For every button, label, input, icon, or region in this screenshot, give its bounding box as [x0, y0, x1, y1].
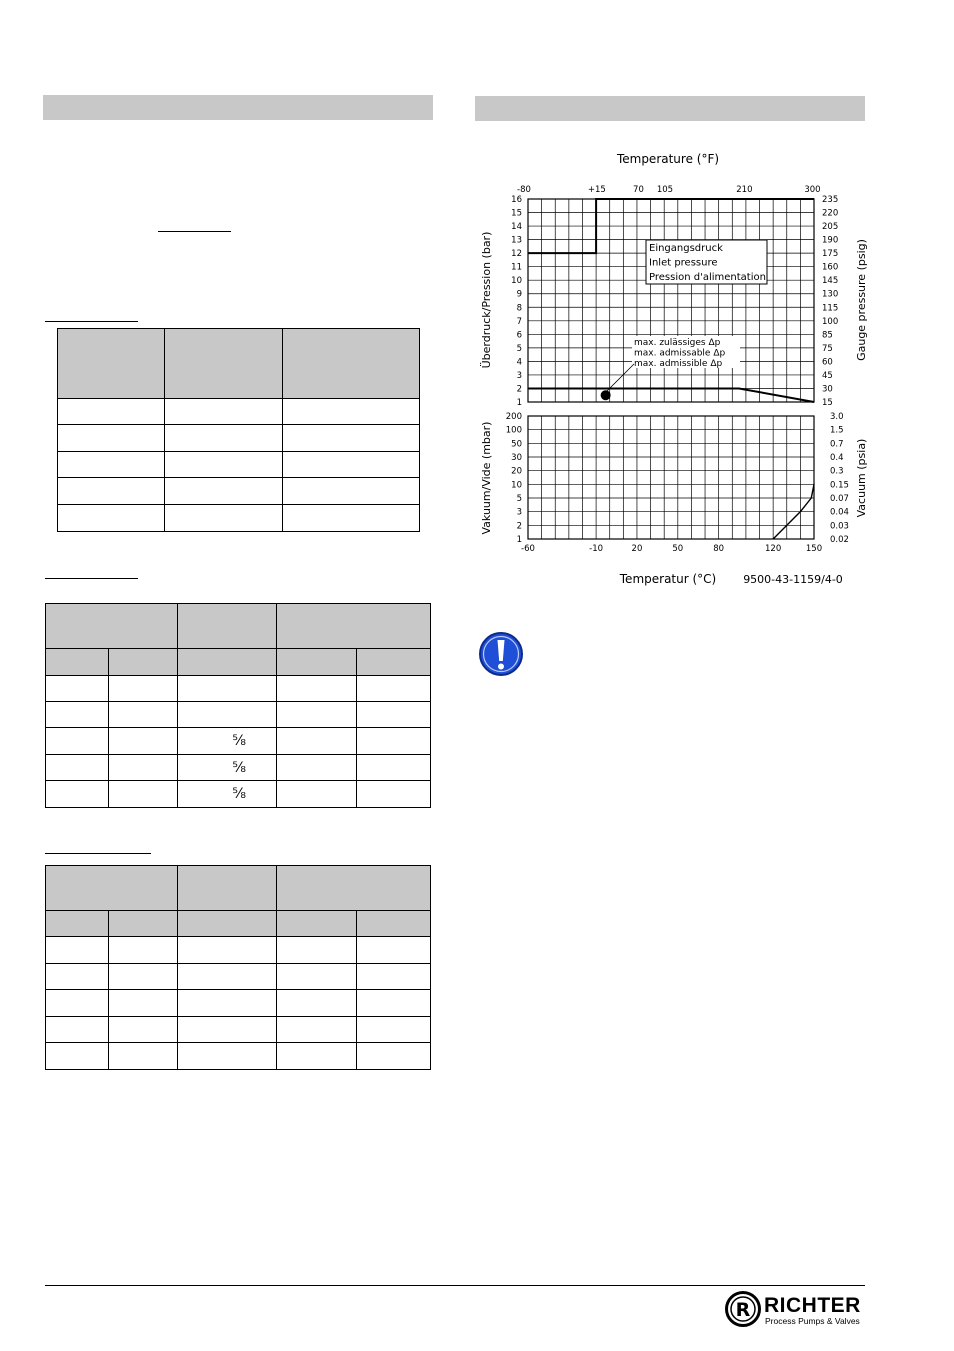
- tick-label-psia: 0.15: [830, 480, 849, 491]
- table-row: [46, 937, 431, 964]
- tick-label-psig: 60: [822, 357, 833, 368]
- tick-label-bar: 12: [511, 249, 522, 260]
- tick-label-bar: 9: [516, 289, 522, 300]
- tick-label-bar: 7: [516, 316, 522, 327]
- tick-label-celsius: -60: [521, 544, 535, 554]
- tick-label-bar: 13: [511, 235, 522, 246]
- marker-dot: [601, 390, 611, 400]
- tick-label-psig: 205: [822, 222, 839, 233]
- tick-label-celsius: -10: [589, 544, 604, 554]
- tick-label-bar: 11: [511, 262, 522, 273]
- tick-label-psig: 45: [822, 370, 833, 381]
- max-differential-pressure-line: [528, 388, 814, 402]
- tick-label-bar: 16: [511, 195, 522, 205]
- tick-label-psia: 0.04: [830, 507, 849, 518]
- tick-label-bar: 8: [516, 303, 522, 314]
- tick-label-psig: 235: [822, 195, 839, 205]
- tick-label-psia: 0.07: [830, 494, 849, 504]
- fraction-cell: ⅝: [178, 781, 277, 808]
- richter-logo-mark-icon: [725, 1291, 761, 1327]
- tick-label-psig: 115: [822, 303, 839, 314]
- legend-text: Pression d'alimentation: [649, 272, 766, 283]
- tick-label-celsius: 80: [713, 544, 725, 554]
- tick-label-psia: 0.3: [830, 466, 844, 477]
- table-header-cell: [277, 866, 431, 911]
- tick-label-psig: 75: [822, 343, 833, 354]
- tick-label-mbar: 200: [505, 412, 522, 422]
- tick-label-psia: 0.02: [830, 535, 849, 545]
- table-row: [46, 728, 431, 755]
- legend-text: Inlet pressure: [649, 257, 718, 269]
- tick-label-bar: 6: [516, 330, 522, 341]
- tick-label-psig: 15: [822, 398, 833, 408]
- vacuum-panel-frame: [528, 416, 814, 539]
- y-axis-label-right: Gauge pressure (psig): [855, 239, 868, 361]
- tick-label-mbar: 50: [511, 439, 522, 450]
- tick-label-celsius: 50: [672, 544, 684, 554]
- tick-label-fahrenheit: 210: [736, 185, 753, 195]
- tick-label-psia: 1.5: [830, 425, 844, 436]
- tick-label-mbar: 10: [511, 480, 522, 491]
- tick-label-fahrenheit: 300: [804, 185, 821, 195]
- fraction-cell: ⅝: [178, 728, 277, 755]
- tick-label-psia: 3.0: [830, 412, 844, 422]
- pressure-temperature-chart: [0, 0, 954, 620]
- tick-label-mbar: 2: [516, 521, 522, 532]
- tick-label-psig: 145: [822, 276, 839, 287]
- tick-label-mbar: 30: [511, 453, 522, 463]
- tick-label-bar: 2: [516, 384, 522, 395]
- tick-label-psig: 175: [822, 249, 839, 260]
- tick-label-fahrenheit: -80: [517, 185, 531, 195]
- tick-label-psia: 0.7: [830, 439, 844, 450]
- tick-label-mbar: 20: [511, 466, 522, 477]
- pressure-panel-frame: [528, 199, 814, 402]
- x-axis-label: Temperatur (°C): [619, 572, 717, 586]
- tick-label-fahrenheit: +15: [587, 185, 606, 195]
- table-header-cell: [46, 866, 178, 911]
- tick-label-mbar: 100: [505, 425, 522, 436]
- tick-label-mbar: 1: [516, 535, 522, 545]
- tick-label-bar: 10: [511, 276, 522, 287]
- tick-label-bar: 14: [511, 222, 522, 233]
- legend-text: Eingangsdruck: [649, 243, 723, 254]
- table-row: [46, 755, 431, 781]
- logo-mark-letter: R: [735, 1299, 751, 1321]
- annotation-text: max. admissable Δp: [634, 348, 726, 359]
- table-row: [46, 676, 431, 702]
- tick-label-mbar: 3: [516, 507, 522, 518]
- table-row: [46, 964, 431, 990]
- y-axis-label-left-vacuum: Vakuum/Vide (mbar): [480, 421, 493, 535]
- y-axis-label-left: Überdruck/Pression (bar): [480, 231, 493, 369]
- y-axis-label-right-vacuum: Vacuum (psia): [855, 438, 868, 518]
- logo-brand: RICHTER: [764, 1294, 861, 1317]
- tick-label-psig: 160: [822, 262, 839, 273]
- tick-label-psig: 130: [822, 289, 839, 300]
- table-2: [45, 603, 431, 808]
- table-row: [46, 990, 431, 1017]
- table-row: [46, 1043, 431, 1070]
- tick-label-fahrenheit: 105: [656, 185, 674, 195]
- tick-label-psig: 220: [822, 208, 839, 219]
- table-row: [46, 781, 431, 808]
- footer-rule: [45, 1285, 865, 1286]
- tick-label-psia: 0.03: [830, 521, 849, 532]
- tick-label-bar: 1: [516, 398, 522, 408]
- fraction-cell: ⅝: [178, 755, 277, 781]
- table-row: [46, 702, 431, 728]
- tick-label-psig: 30: [822, 384, 833, 395]
- tick-label-bar: 5: [516, 343, 522, 354]
- tick-label-bar: 4: [516, 357, 522, 368]
- tick-label-celsius: 120: [765, 544, 782, 554]
- warning-exclamation-icon: [478, 631, 524, 677]
- tick-label-psig: 190: [822, 235, 839, 246]
- tick-label-celsius: 150: [805, 544, 823, 554]
- annotation-text: max. admissible Δp: [634, 359, 723, 369]
- tick-label-celsius: 20: [631, 544, 643, 554]
- chart-title: Temperature (°F): [616, 152, 720, 166]
- drawing-number: 9500-43-1159/4-0: [743, 573, 843, 586]
- table-3: [45, 865, 431, 1070]
- annotation-text: max. zulässiges Δp: [634, 338, 721, 348]
- tick-label-fahrenheit: 70: [633, 185, 644, 195]
- richter-logo: [725, 1290, 865, 1330]
- tick-label-psig: 85: [822, 330, 833, 341]
- table-row: [46, 1017, 431, 1043]
- tick-label-bar: 3: [516, 370, 522, 381]
- table-header-cell: [178, 866, 277, 911]
- tick-label-psig: 100: [822, 316, 839, 327]
- tick-label-psia: 0.4: [830, 453, 844, 463]
- table3-heading-underline: [45, 853, 151, 854]
- logo-tagline: Process Pumps & Valves: [765, 1316, 860, 1326]
- tick-label-bar: 15: [511, 208, 522, 219]
- tick-label-mbar: 5: [516, 494, 522, 504]
